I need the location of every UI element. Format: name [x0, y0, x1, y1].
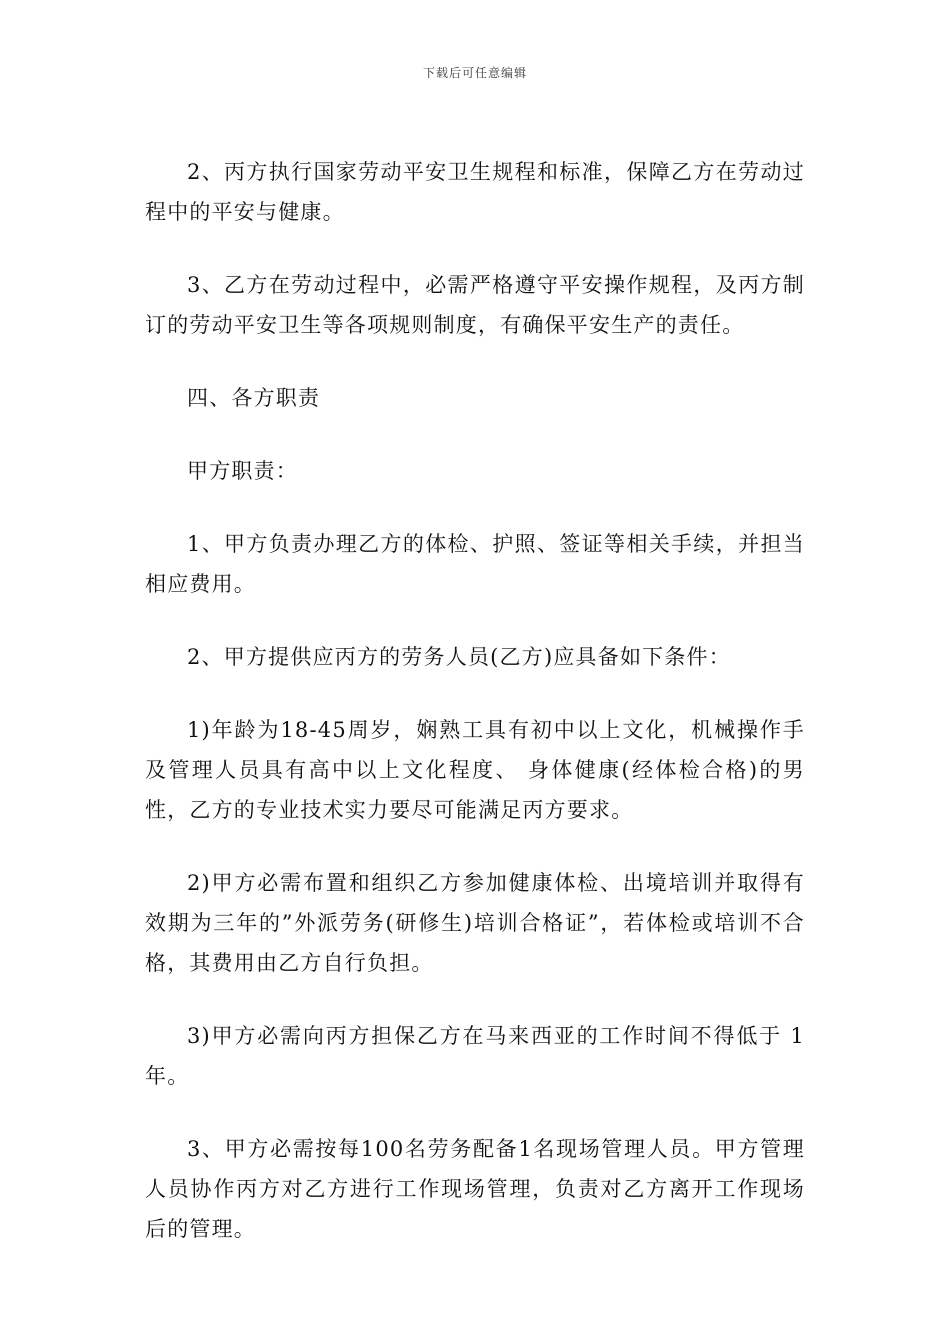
paragraph: 1、甲方负责办理乙方的体检、护照、签证等相关手续，并担当相应费用。	[145, 532, 805, 596]
section-heading: 四、各方职责	[187, 386, 321, 410]
paragraph: 3)甲方必需向丙方担保乙方在马来西亚的工作时间不得低于 1 年。	[145, 1024, 805, 1088]
paragraph: 3、乙方在劳动过程中，必需严格遵守平安操作规程，及丙方制订的劳动平安卫生等各项规则制度，有确保平安生产的责任。	[145, 273, 805, 337]
subsection-heading: 甲方职责：	[187, 459, 298, 483]
paragraph: 2、甲方提供应丙方的劳务人员(乙方)应具备如下条件：	[187, 645, 731, 669]
page-header: 下载后可任意编辑	[422, 66, 527, 80]
paragraph: 2、丙方执行国家劳动平安卫生规程和标准，保障乙方在劳动过程中的平安与健康。	[145, 160, 805, 224]
paragraph: 2)甲方必需布置和组织乙方参加健康体检、出境培训并取得有效期为三年的”外派劳务(研修生)培训合格证”，若体检或培训不合格，其费用由乙方自行负担。	[145, 871, 805, 975]
paragraph: 3、甲方必需按每100名劳务配备1名现场管理人员。甲方管理人员协作丙方对乙方进行工作现场管理，负责对乙方离开工作现场后的管理。	[145, 1137, 805, 1241]
paragraph: 1)年龄为18-45周岁，娴熟工具有初中以上文化，机械操作手及管理人员具有高中以上文化程度、 身体健康(经体检合格)的男性，乙方的专业技术实力要尽可能满足丙方要求。	[145, 718, 805, 822]
document-body	[145, 152, 805, 1249]
